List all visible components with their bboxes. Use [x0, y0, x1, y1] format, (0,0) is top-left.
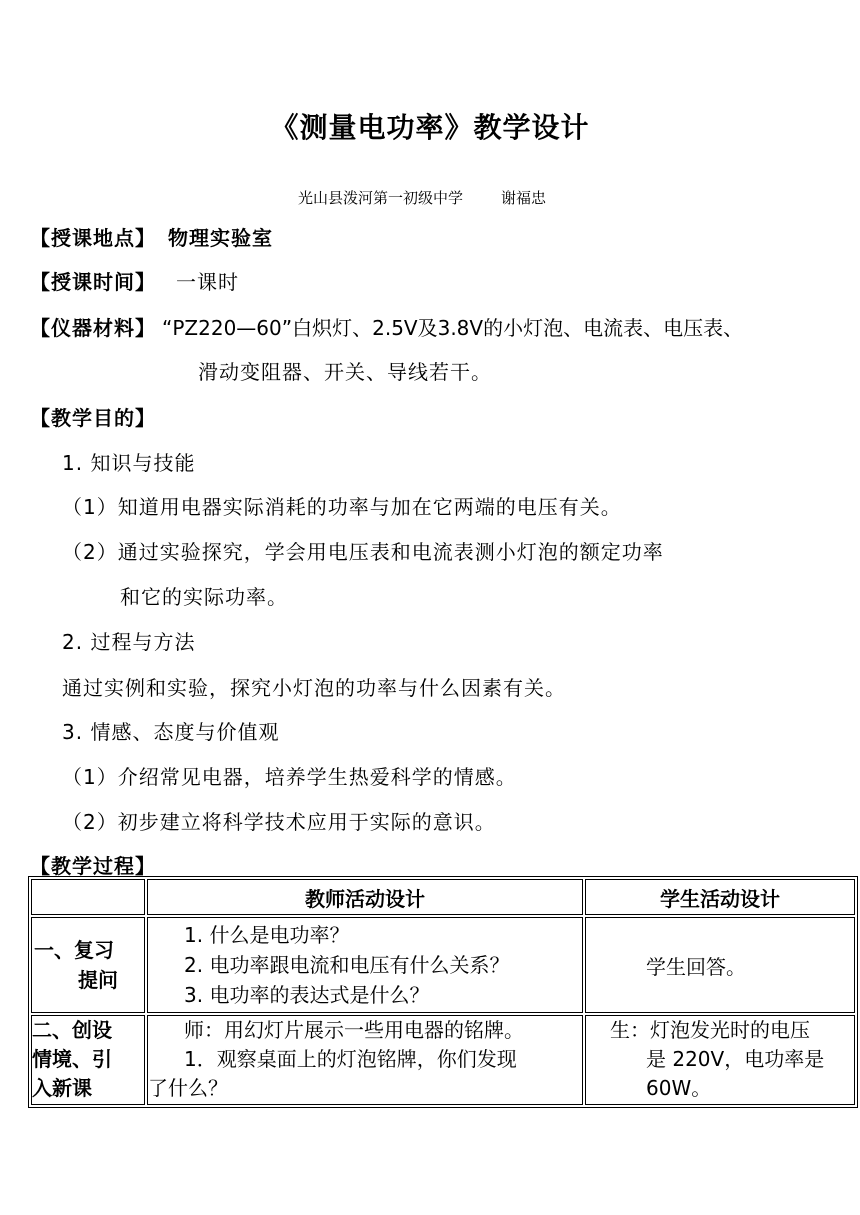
teacher-activity-cell	[147, 1015, 583, 1105]
table-header-row	[31, 879, 855, 915]
student-activity-line: 生：灯泡发光时的电压	[610, 1018, 810, 1042]
school-name: 光山县泼河第一初级中学	[298, 189, 464, 207]
time-row	[30, 266, 239, 295]
place-value: 物理实验室	[168, 226, 273, 250]
header-stage-cell	[31, 879, 145, 915]
objective-section-1: 1. 知识与技能	[62, 451, 196, 475]
materials-line-1: “PZ220—60”白炽灯、2.5V及3.8V的小灯泡、电流表、电压表、	[162, 316, 744, 340]
author-line	[298, 187, 546, 208]
stage-cell	[31, 1015, 145, 1105]
stage-label: 提问	[78, 968, 118, 992]
header-teacher-cell: 教师活动设计	[147, 879, 583, 915]
teacher-activity-line: 2. 电功率跟电流和电压有什么关系？	[184, 953, 510, 977]
materials-row	[30, 312, 743, 341]
place-label: 【授课地点】	[30, 226, 156, 250]
student-activity-line: 是 220V，电功率是	[646, 1047, 825, 1071]
place-row	[30, 222, 273, 251]
time-label: 【授课时间】	[30, 270, 156, 294]
teacher-activity-line: 3. 电功率的表达式是什么？	[184, 983, 430, 1007]
header-student-cell: 学生活动设计	[585, 879, 855, 915]
materials-line-2: 滑动变阻器、开关、导线若干。	[198, 360, 492, 384]
teacher-name: 谢福忠	[501, 189, 547, 207]
materials-label: 【仪器材料】	[30, 316, 156, 340]
table-row	[31, 917, 855, 1013]
student-activity-cell	[585, 917, 855, 1013]
teacher-activity-line: 1. 什么是电功率？	[184, 923, 350, 947]
teacher-activity-line: 师：用幻灯片展示一些用电器的铭牌。	[184, 1018, 524, 1042]
objective-item: （1）介绍常见电器，培养学生热爱科学的情感。	[62, 765, 517, 789]
objectives-heading: 【教学目的】	[30, 406, 156, 430]
objective-item-continued: 和它的实际功率。	[120, 585, 288, 609]
student-activity-text: 学生回答。	[646, 954, 746, 979]
student-activity-cell	[585, 1015, 855, 1105]
objective-item: （1）知道用电器实际消耗的功率与加在它两端的电压有关。	[62, 495, 622, 519]
objective-item: （2）通过实验探究，学会用电压表和电流表测小灯泡的额定功率	[62, 540, 664, 564]
stage-label: 一、复习	[34, 938, 114, 962]
teacher-activity-line: 了什么？	[148, 1076, 228, 1100]
teacher-activity-cell	[147, 917, 583, 1013]
objective-section-2: 2. 过程与方法	[62, 630, 196, 654]
stage-label: 二、创设	[32, 1018, 112, 1042]
time-value: 一课时	[176, 270, 239, 294]
stage-label: 情境、引	[32, 1047, 112, 1071]
table-row	[31, 1015, 855, 1105]
stage-cell	[31, 917, 145, 1013]
process-heading: 【教学过程】	[30, 854, 156, 878]
objective-section-3: 3. 情感、态度与价值观	[62, 720, 280, 744]
teacher-activity-line: 1．观察桌面上的灯泡铭牌，你们发现	[184, 1047, 517, 1071]
stage-label: 入新课	[32, 1076, 92, 1100]
process-table	[28, 876, 858, 1108]
objective-text: 通过实例和实验，探究小灯泡的功率与什么因素有关。	[62, 676, 566, 700]
student-activity-line: 60W。	[646, 1076, 712, 1100]
document-title: 《测量电功率》教学设计	[270, 111, 590, 144]
objective-item: （2）初步建立将科学技术应用于实际的意识。	[62, 810, 496, 834]
